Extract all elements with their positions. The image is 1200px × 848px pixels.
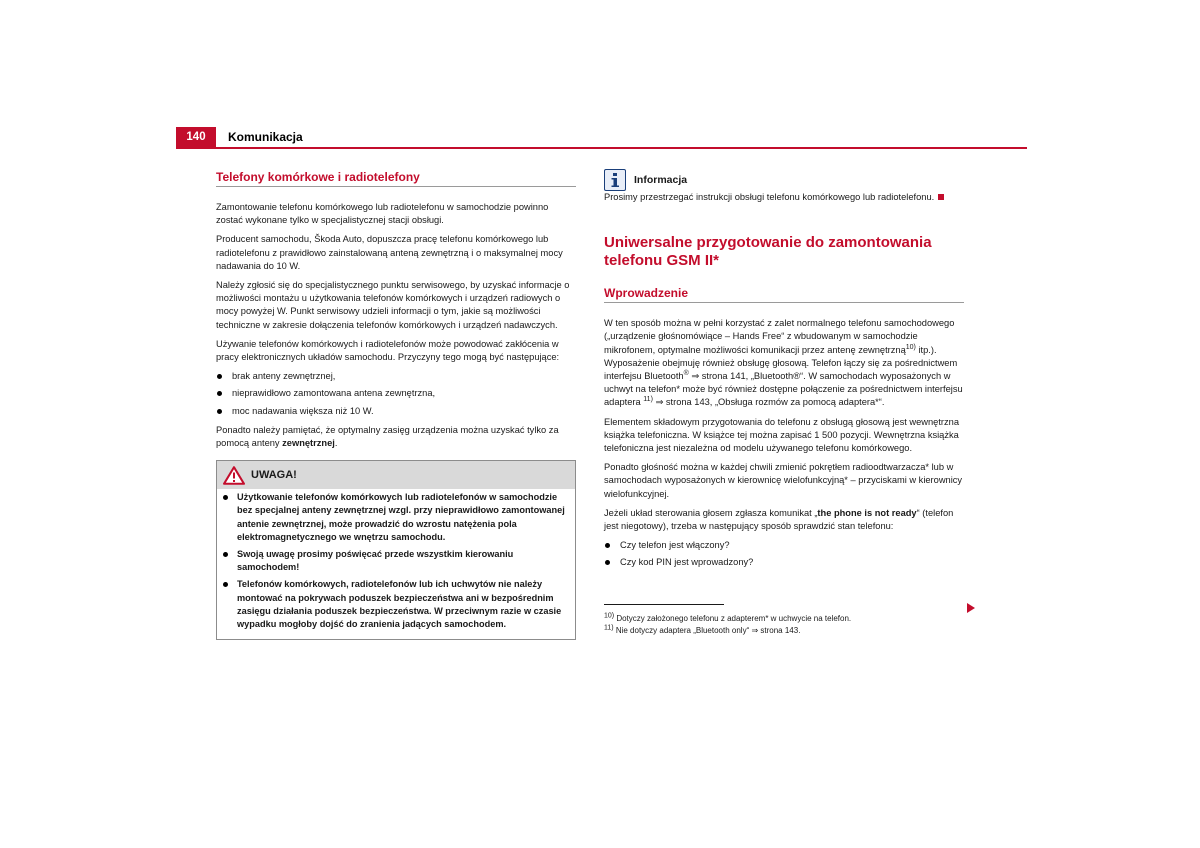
paragraph: Zamontowanie telefonu komórkowego lub radiotelefonu w samochodzie powinno zostać wykonane tylko w specjalistycznej stacji obsługi. (216, 202, 549, 226)
paragraph (604, 317, 964, 409)
list-item: moc nadawania większa niż 10 W. (216, 405, 576, 418)
footnote-rule (604, 604, 724, 605)
text-run: “ (telefon jest niegotowy), trzeba w następujący sposób sprawdzić stan telefonu: (604, 507, 954, 532)
left-column (216, 170, 576, 640)
footnote-number: 11) (604, 624, 614, 631)
footnote (604, 613, 964, 625)
list-item: nieprawidłowo zamontowana antena zewnętrzna, (216, 387, 576, 400)
footnote-text: Nie dotyczy adaptera „Bluetooth only“ ⇒ strona 143. (613, 625, 801, 635)
paragraph: Producent samochodu, Škoda Auto, dopuszcza pracę telefonu komórkowego lub radiotelefonu z prawidłowo zainstalowaną anteną zewnętrzną i o maksymalnej mocy nadawania do 10 W. (216, 234, 563, 271)
list-item: brak anteny zewnętrznej, (216, 370, 576, 383)
paragraph: Należy zgłosić się do specjalistycznego punktu serwisowego, by uzyskać informacje o możliwości montażu u użytkowania telefonów komórkowych i urządzeń radiowych o mocy powyżej W. Punkt serwisowy udzieli informacji o tym, jakie są możliwości techniczne w zakresie dołączenia telefonów komórkowych i urządzeń nadawczych. (216, 280, 570, 330)
bold-text: zewnętrznej (282, 438, 335, 449)
paragraph (604, 507, 964, 533)
info-header (604, 169, 964, 191)
paragraph: Używanie telefonów komórkowych i radiotelefonów może powodować zakłócenia w pracy elektronicznych układów samochodu. Przyczyny tego mogą być następujące: (216, 338, 560, 363)
registered-mark: ® (683, 369, 689, 377)
chapter-title: Komunikacja (228, 130, 303, 144)
info-title: Informacja (634, 174, 688, 186)
right-column (604, 170, 964, 637)
section-end-mark (938, 194, 944, 200)
list-item: Czy telefon jest włączony? (604, 539, 964, 552)
text-run: . (334, 438, 338, 449)
info-icon (604, 169, 626, 191)
footnote (604, 625, 964, 637)
warning-triangle-icon (223, 466, 245, 485)
warning-box (216, 460, 576, 640)
warning-item: Użytkowanie telefonów komórkowych lub radiotelefonów w samochodzie bez specjalnej anteny zewnętrznej wzgl. przy nieprawidłowo zamontowanej antenie zewnętrznej, może prowadzić do wzrostu natężenia pola elektromagnetycznego we wnętrzu samochodu. (221, 491, 571, 544)
page-number: 140 (176, 127, 216, 147)
paragraph: Elementem składowym przygotowania do telefonu z obsługą głosową jest wewnętrzna książka telefoniczna. W książce tej można zapisać 1 500 pozycji. Wewnętrzna książka telefoniczna jest niezależna od modelu używanego telefonu komórkowego. (604, 416, 960, 454)
warning-body (217, 489, 575, 639)
footnote-number: 10) (604, 612, 615, 619)
warning-item: Telefonów komórkowych, radiotelefonów lub ich uchwytów nie należy montować na pokrywach poduszek bezpieczeństwa ani w bezpośrednim zasięgu działania poduszek bezpieczeństwa. W przeciwnym razie w czasie wypadku mogłoby dojść do zranienia jadących samochodem. (221, 578, 571, 631)
paragraph (216, 424, 576, 450)
text-run: ⇒ strona 141, „Bluetooth®“. W samochodach wyposażonych w uchwyt na telefon* może być również dostępne połączenie za pośrednictwem interfejsu adaptera (604, 371, 963, 408)
footnote-text: Dotyczy założonego telefonu z adapterem* w uchwycie na telefon. (614, 613, 852, 623)
text-run: Ponadto należy pamiętać, że optymalny zasięg urządzenia można uzyskać tylko za pomocą anteny (216, 424, 559, 449)
section-heading-phones: Telefony komórkowe i radiotelefony (216, 170, 576, 187)
text-run: itp.). Wyposażenie obejmuję również obsługę głosową. Telefon łączy się za pośrednictwem interfejsu Bluetooth (604, 344, 958, 382)
text-run: Prosimy przestrzegać instrukcji obsługi telefonu komórkowego lub radiotelefonu. (604, 192, 935, 202)
info-text (604, 191, 964, 204)
warning-item: Swoją uwagę prosimy poświęcać przede wszystkim kierowaniu samochodem! (221, 548, 571, 574)
text-run: ⇒ strona 143, „Obsługa rozmów za pomocą adaptera*“. (652, 397, 885, 408)
page-header (176, 127, 1027, 149)
subheading-introduction: Wprowadzenie (604, 286, 964, 303)
continue-arrow-icon (967, 603, 975, 613)
text-run: W ten sposób można w pełni korzystać z zalet normalnego telefonu samochodowego („urządzenie głośnomówiące – Hands Free“ z wbudowanym w samochodzie mikrofonem, optymalne możliwości komunikacji przez antenę zewnętrzną (604, 318, 955, 355)
interference-causes-list (216, 370, 576, 418)
text-run: Jeżeli układ sterowania głosem zgłasza komunikat „ (604, 507, 818, 518)
warning-title: UWAGA! (251, 469, 297, 482)
bold-text: the phone is not ready (817, 507, 917, 518)
footnote-ref: 11) (643, 396, 653, 404)
warning-header (217, 461, 575, 489)
list-item: Czy kod PIN jest wprowadzony? (604, 556, 964, 569)
footnote-ref: 10) (905, 343, 916, 351)
section-title: Uniwersalne przygotowanie do zamontowania telefonu GSM II* (604, 234, 932, 270)
paragraph: Ponadto głośność można w każdej chwili zmienić pokrętłem radioodtwarzacza* lub w samochodach wyposażonych w kierownicę wielofunkcyjną* – przyciskami w kierownicy wielofunkcyjnej. (604, 462, 963, 499)
phone-check-list (604, 539, 964, 569)
header-rule (176, 147, 1027, 149)
